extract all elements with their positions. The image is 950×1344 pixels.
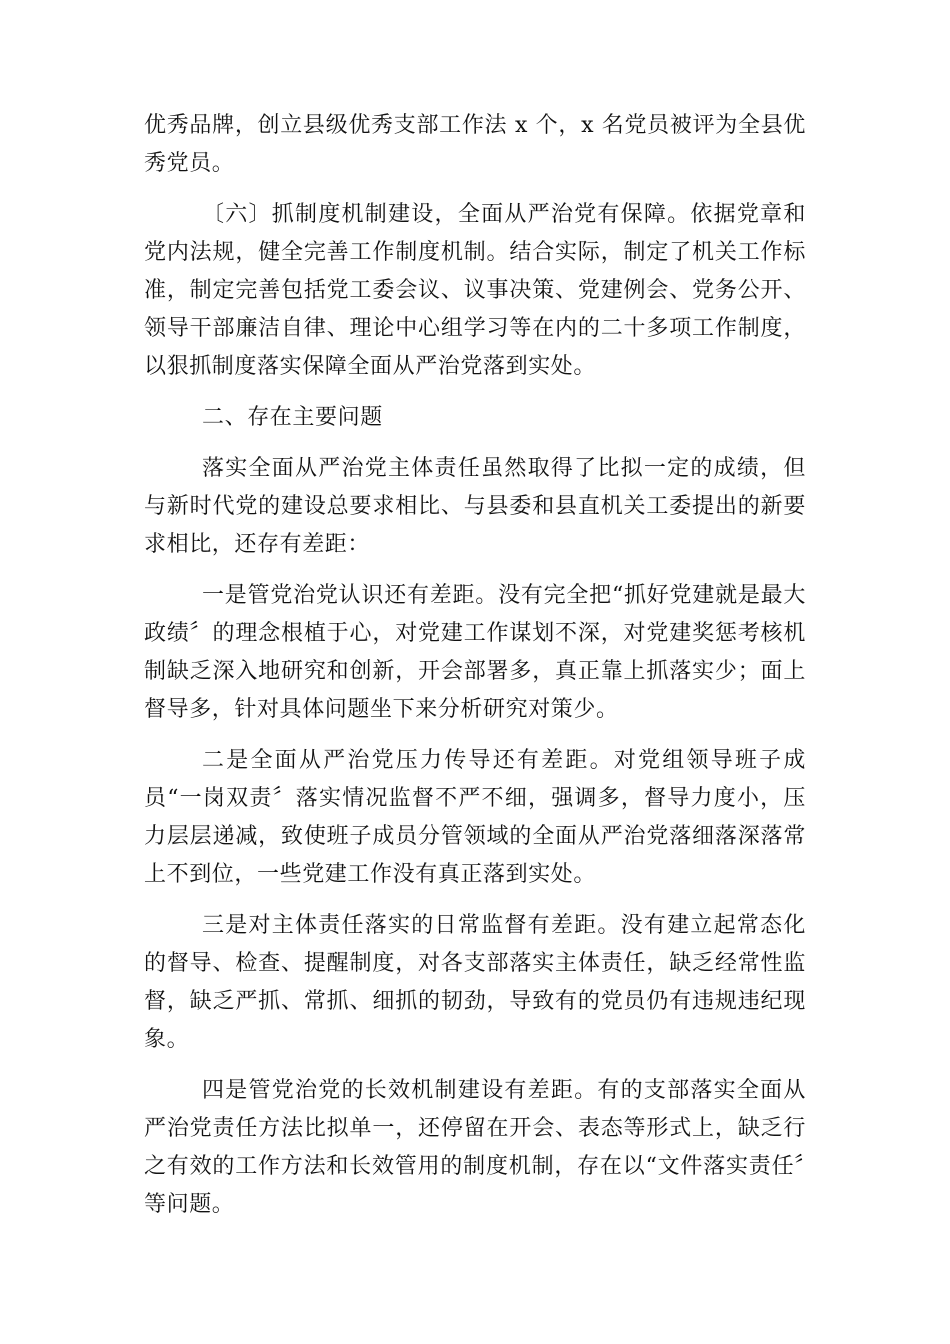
paragraph-problem-three: 三是对主体责任落实的日常监督有差距。没有建立起常态化的督导、检查、提醒制度，对各支部落实主体责任，缺乏经常性监督，缺乏严抓、常抓、细抓的韧劲，导致有的党员仍有违规违纪现象。	[144, 913, 806, 1052]
paragraph-problems-intro: 落实全面从严治党主体责任虽然取得了比拟一定的成绩，但与新时代党的建设总要求相比、与县委和县直机关工委提出的新要求相比，还存有差距：	[144, 456, 806, 557]
paragraph-problem-one: 一是管党治党认识还有差距。没有完全把“抓好党建就是最大政绩〞的理念根植于心，对党建工作谋划不深，对党建奖惩考核机制缺乏深入地研究和创新，开会部署多，真正靠上抓落实少；面上督导多，针对具体问题坐下来分析研究对策少。	[144, 583, 806, 722]
paragraph-section-six: 〔六〕抓制度机制建设，全面从严治党有保障。依据党章和党内法规，健全完善工作制度机制。结合实际，制定了机关工作标准，制定完善包括党工委会议、议事决策、党建例会、党务公开、领导干部廉洁自律、理论中心组学习等在内的二十多项工作制度，以狠抓制度落实保障全面从严治党落到实处。	[144, 202, 806, 379]
document-body	[144, 107, 806, 1237]
paragraph-carryover: 优秀品牌，创立县级优秀支部工作法 x 个，x 名党员被评为全县优秀党员。	[144, 113, 806, 176]
paragraph-problem-two: 二是全面从严治党压力传导还有差距。对党组领导班子成员“一岗双责〞落实情况监督不严不细，强调多，督导力度小，压力层层递减，致使班子成员分管领域的全面从严治党落细落深落常上不到位，一些党建工作没有真正落到实处。	[144, 748, 806, 887]
section-heading-two: 二、存在主要问题	[202, 405, 383, 430]
paragraph-problem-four: 四是管党治党的长效机制建设有差距。有的支部落实全面从严治党责任方法比拟单一，还停留在开会、表态等形式上，缺乏行之有效的工作方法和长效管用的制度机制，存在以“文件落实责任〞等问题。	[144, 1078, 806, 1217]
